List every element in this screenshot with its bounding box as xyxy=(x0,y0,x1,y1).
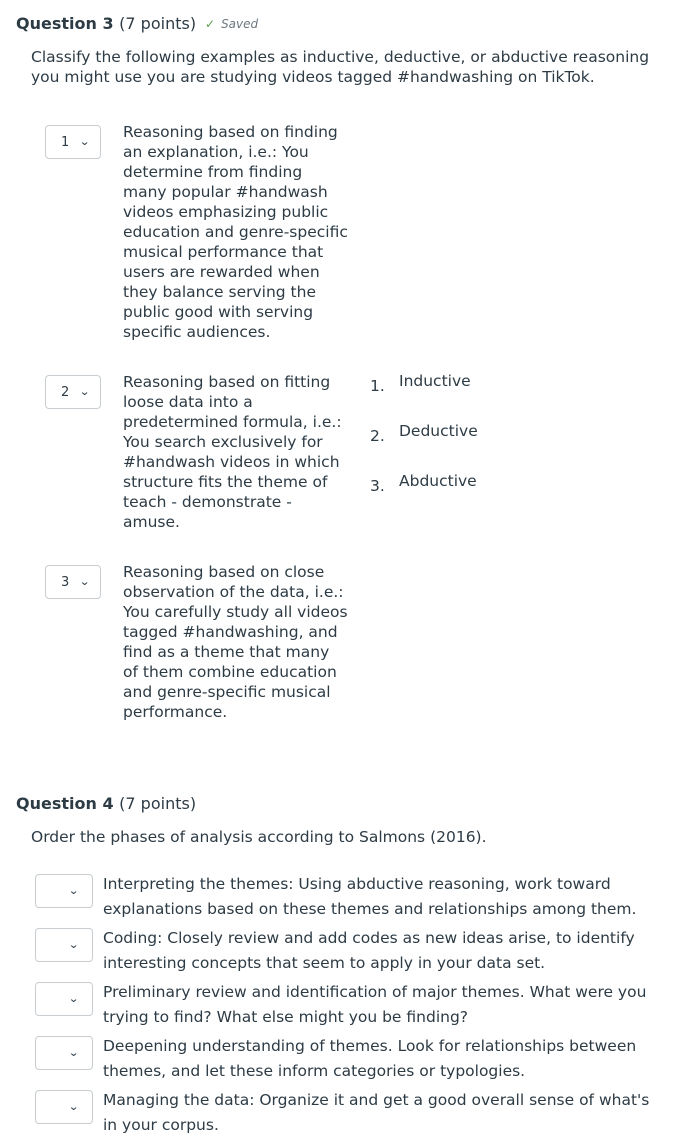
option-2-label: Deductive xyxy=(399,422,478,440)
match-select-2[interactable] xyxy=(45,375,101,409)
order-item-4-text: Deepening understanding of themes. Look for relationships between themes, and let these inform categories or typologies. xyxy=(103,1037,637,1080)
match-item-3-text: Reasoning based on close observation of the data, i.e.: You carefully study all videos tagged #handwashing, and find as a theme that many of them combine education and genre-specific musical performance. xyxy=(123,563,348,721)
option-3-number: 3. xyxy=(370,477,385,495)
question-3-title: Question 3 xyxy=(16,14,114,33)
option-1-label: Inductive xyxy=(399,372,471,390)
chevron-down-icon: ⌄ xyxy=(68,1046,80,1059)
order-item-3-text: Preliminary review and identification of major themes. What were you trying to find? What else might you be finding? xyxy=(103,983,647,1026)
order-select-4[interactable] xyxy=(35,1036,93,1070)
saved-label: Saved xyxy=(221,17,259,31)
question-3-points: (7 points) xyxy=(119,14,197,33)
match-select-1[interactable] xyxy=(45,125,101,159)
question-3-prompt: Classify the following examples as inductive, deductive, or abductive reasoning you might use you are studying videos tagged #handwashing on TikTok. xyxy=(31,48,650,86)
question-4-points: (7 points) xyxy=(119,794,197,813)
chevron-down-icon: ⌄ xyxy=(79,385,91,398)
order-select-2[interactable] xyxy=(35,928,93,962)
question-4-title: Question 4 xyxy=(16,794,114,813)
order-item-5-text: Managing the data: Organize it and get a good overall sense of what's in your corpus. xyxy=(103,1091,650,1134)
option-1-number: 1. xyxy=(370,377,385,395)
match-item-1-text: Reasoning based on finding an explanation, i.e.: You determine from finding many popular #handwash videos emphasizing public education and genre-specific musical performance that users are rewarded when they balance serving the public good with serving specific audiences. xyxy=(123,123,348,341)
option-2-number: 2. xyxy=(370,427,385,445)
match-select-3-value: 3 xyxy=(61,575,70,590)
order-item-2-text: Coding: Closely review and add codes as new ideas arise, to identify interesting concepts that seem to apply in your data set. xyxy=(103,929,635,972)
match-item-2-text: Reasoning based on fitting loose data into a predetermined formula, i.e.: You search exclusively for #handwash videos in which structure fits the theme of teach - demonstrate - amuse. xyxy=(123,373,342,531)
chevron-down-icon: ⌄ xyxy=(79,135,91,148)
saved-status xyxy=(205,17,258,31)
chevron-down-icon: ⌄ xyxy=(79,575,91,588)
match-select-1-value: 1 xyxy=(61,135,70,150)
chevron-down-icon: ⌄ xyxy=(68,938,80,951)
option-3-label: Abductive xyxy=(399,472,477,490)
chevron-down-icon: ⌄ xyxy=(68,884,80,897)
order-select-1[interactable] xyxy=(35,874,93,908)
chevron-down-icon: ⌄ xyxy=(68,992,80,1005)
match-select-2-value: 2 xyxy=(61,385,70,400)
order-select-5[interactable] xyxy=(35,1090,93,1124)
order-select-3[interactable] xyxy=(35,982,93,1016)
question-4-prompt: Order the phases of analysis according to Salmons (2016). xyxy=(31,828,487,846)
check-icon: ✓ xyxy=(205,17,216,31)
match-select-3[interactable] xyxy=(45,565,101,599)
question-3-header xyxy=(16,14,196,33)
order-item-1-text: Interpreting the themes: Using abductive reasoning, work toward explanations based on these themes and relationships among them. xyxy=(103,875,637,918)
chevron-down-icon: ⌄ xyxy=(68,1100,80,1113)
question-4-header xyxy=(16,794,196,813)
